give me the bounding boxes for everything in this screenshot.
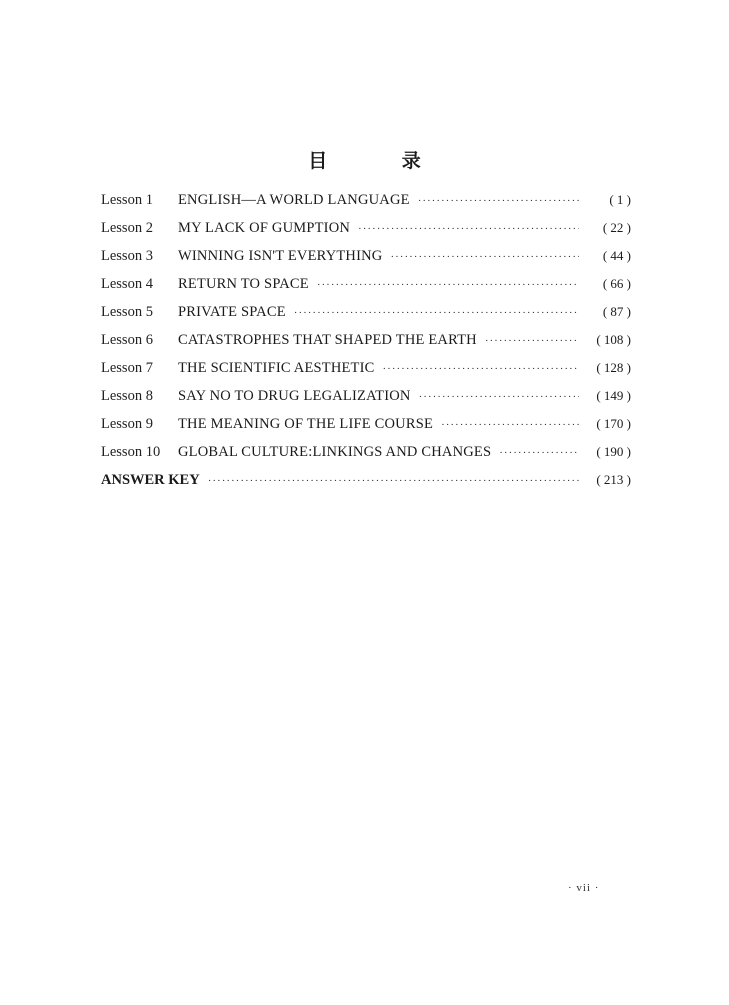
page-reference: ( 87 ) <box>602 304 631 319</box>
page-reference: ( 213 ) <box>596 472 631 487</box>
toc-entry <box>101 444 631 472</box>
dot-leader <box>294 307 579 319</box>
lesson-number: Lesson 7 <box>101 360 153 376</box>
toc-entry <box>101 416 631 444</box>
lesson-title: CATASTROPHES THAT SHAPED THE EARTH <box>178 332 477 348</box>
dot-leader <box>441 419 579 431</box>
lesson-number: Lesson 1 <box>101 192 153 208</box>
page-reference: ( 149 ) <box>596 388 631 403</box>
lesson-number: Lesson 9 <box>101 416 153 432</box>
lesson-title: THE SCIENTIFIC AESTHETIC <box>178 360 375 376</box>
lesson-number: Lesson 8 <box>101 388 153 404</box>
page-title: 目 录 <box>308 150 455 172</box>
dot-leader <box>418 195 579 207</box>
toc-entry <box>101 192 631 220</box>
lesson-title: GLOBAL CULTURE:LINKINGS AND CHANGES <box>178 444 492 460</box>
dot-leader <box>499 447 579 459</box>
lesson-number: Lesson 2 <box>101 220 153 236</box>
lesson-title: WINNING ISN'T EVERYTHING <box>178 248 383 264</box>
answer-key-label: ANSWER KEY <box>101 472 200 488</box>
toc-entry <box>101 304 631 332</box>
lesson-number: Lesson 6 <box>101 332 153 348</box>
toc-entry <box>101 388 631 416</box>
lesson-title: SAY NO TO DRUG LEGALIZATION <box>178 388 411 404</box>
toc-entry <box>101 360 631 388</box>
lesson-title: THE MEANING OF THE LIFE COURSE <box>178 416 434 432</box>
lesson-number: Lesson 10 <box>101 444 161 460</box>
page-reference: ( 66 ) <box>602 276 631 291</box>
lesson-number: Lesson 5 <box>101 304 153 320</box>
dot-leader <box>317 279 579 291</box>
toc-entry <box>101 332 631 360</box>
lesson-number: Lesson 3 <box>101 248 153 264</box>
page-reference: ( 1 ) <box>609 192 631 207</box>
page-number-footer: · vii · <box>568 882 600 894</box>
lesson-title: MY LACK OF GUMPTION <box>178 220 351 236</box>
page-reference: ( 128 ) <box>596 360 631 375</box>
toc-entry-answer-key <box>101 472 631 500</box>
dot-leader <box>208 475 579 487</box>
dot-leader <box>485 335 579 347</box>
table-of-contents <box>101 192 631 500</box>
toc-entry <box>101 220 631 248</box>
page-reference: ( 190 ) <box>596 444 631 459</box>
dot-leader <box>390 251 579 263</box>
page-reference: ( 44 ) <box>602 248 631 263</box>
lesson-title: PRIVATE SPACE <box>178 304 286 320</box>
lesson-title: RETURN TO SPACE <box>178 276 309 292</box>
page-reference: ( 170 ) <box>596 416 631 431</box>
toc-entry <box>101 248 631 276</box>
lesson-title: ENGLISH—A WORLD LANGUAGE <box>178 192 410 208</box>
page-reference: ( 108 ) <box>596 332 631 347</box>
page-reference: ( 22 ) <box>602 220 631 235</box>
toc-entry <box>101 276 631 304</box>
dot-leader <box>419 391 579 403</box>
dot-leader <box>358 223 579 235</box>
dot-leader <box>383 363 579 375</box>
lesson-number: Lesson 4 <box>101 276 153 292</box>
